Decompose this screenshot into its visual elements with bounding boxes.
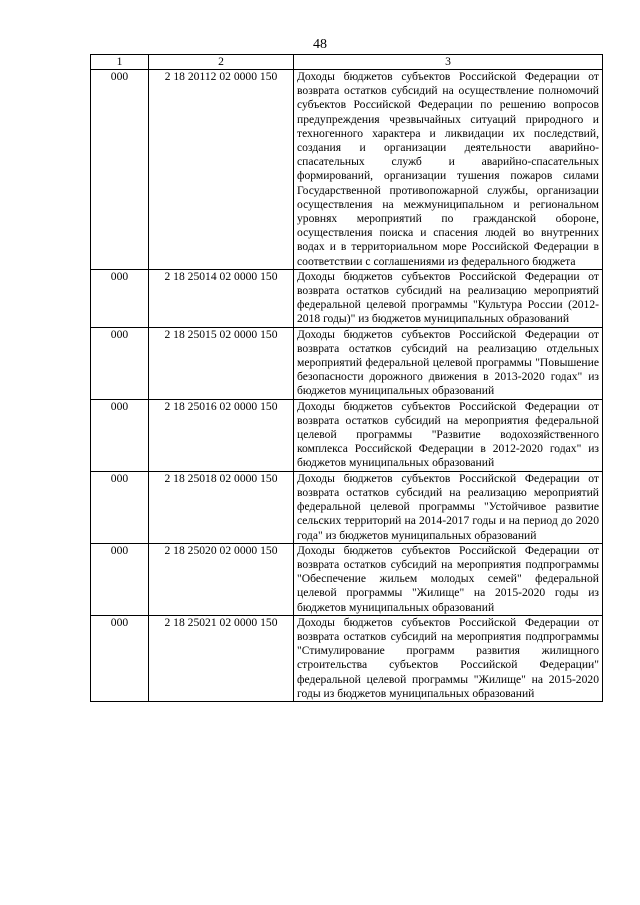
admin-code-cell: 000 [91, 471, 149, 543]
table-row [91, 543, 603, 615]
admin-code-cell: 000 [91, 70, 149, 270]
page-number: 48 [313, 37, 327, 52]
header-col-2: 2 [149, 55, 294, 70]
income-code-cell: 2 18 25021 02 0000 150 [149, 615, 294, 701]
income-code-cell: 2 18 25016 02 0000 150 [149, 399, 294, 471]
table-row [91, 615, 603, 701]
income-code-cell: 2 18 25018 02 0000 150 [149, 471, 294, 543]
table-row [91, 399, 603, 471]
description-cell: Доходы бюджетов субъектов Российской Федерации от возврата остатков субсидий на мероприятия подпрограммы "Стимулирование программ развития жилищного строительства субъектов Российской Федерации" федеральной целевой программы "Жилище" на 2015-2020 годы из бюджетов муниципальных образований [294, 615, 603, 701]
table-row [91, 269, 603, 327]
description-cell: Доходы бюджетов субъектов Российской Федерации от возврата остатков субсидий на мероприятия федеральной целевой программы "Развитие водохозяйственного комплекса Российской Федерации в 2012-2020 годах" из бюджетов муниципальных образований [294, 399, 603, 471]
table-row [91, 471, 603, 543]
admin-code-cell: 000 [91, 269, 149, 327]
description-cell: Доходы бюджетов субъектов Российской Федерации от возврата остатков субсидий на мероприятия подпрограммы "Обеспечение жильем молодых семей" федеральной целевой программы "Жилище" на 2015-2020 годы из бюджетов муниципальных образований [294, 543, 603, 615]
description-cell: Доходы бюджетов субъектов Российской Федерации от возврата остатков субсидий на реализацию отдельных мероприятий федеральной целевой программы "Повышение безопасности дорожного движения в 2013-2020 годах" из бюджетов муниципальных образований [294, 327, 603, 399]
admin-code-cell: 000 [91, 615, 149, 701]
income-code-cell: 2 18 25014 02 0000 150 [149, 269, 294, 327]
table-row [91, 327, 603, 399]
description-cell: Доходы бюджетов субъектов Российской Федерации от возврата остатков субсидий на реализацию мероприятий федеральной целевой программы "Устойчивое развитие сельских территорий на 2014-2017 годы и на период до 2020 года" из бюджетов муниципальных образований [294, 471, 603, 543]
income-code-cell: 2 18 25020 02 0000 150 [149, 543, 294, 615]
admin-code-cell: 000 [91, 543, 149, 615]
header-col-3: 3 [294, 55, 603, 70]
table-header-row [91, 55, 603, 70]
income-code-cell: 2 18 20112 02 0000 150 [149, 70, 294, 270]
description-cell: Доходы бюджетов субъектов Российской Федерации от возврата остатков субсидий на реализацию мероприятий федеральной целевой программы "Культура России (2012-2018 годы)" из бюджетов муниципальных образований [294, 269, 603, 327]
admin-code-cell: 000 [91, 327, 149, 399]
table-row [91, 70, 603, 270]
description-cell: Доходы бюджетов субъектов Российской Федерации от возврата остатков субсидий на осуществление полномочий субъектов Российской Федерации по решению вопросов предупреждения чрезвычайных ситуаций природного и техногенного характера и ликвидации их последствий, создания и организации деятельности аварийно-спасательных служб и аварийно-спасательных формирований, организации тушения пожаров силами Государственной противопожарной службы, организации осуществления на межмуниципальном и региональном уровнях мероприятий по гражданской обороне, осуществления поиска и спасения людей во внутренних водах и в территориальном море Российской Федерации в соответствии с соглашениями из федерального бюджета [294, 70, 603, 270]
income-code-cell: 2 18 25015 02 0000 150 [149, 327, 294, 399]
header-col-1: 1 [91, 55, 149, 70]
budget-revenue-table [90, 54, 603, 702]
admin-code-cell: 000 [91, 399, 149, 471]
